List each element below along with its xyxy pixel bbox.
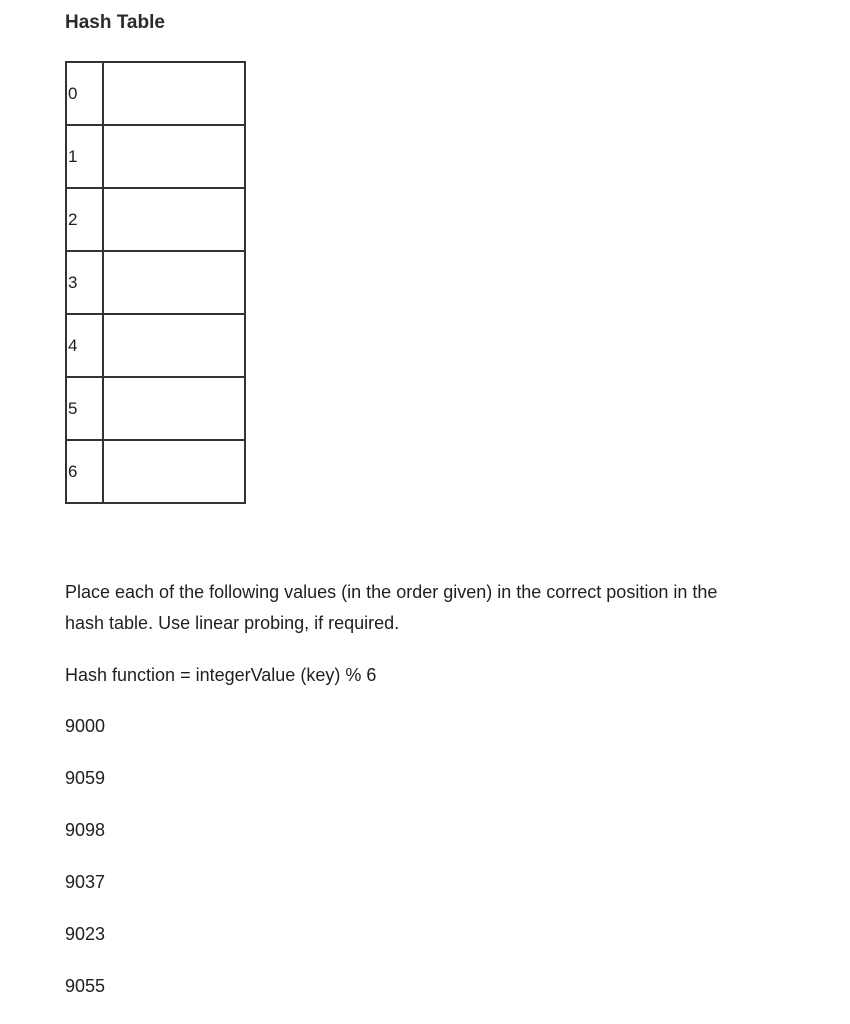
hash-table-row [66, 188, 245, 251]
slot-index: 1 [66, 125, 103, 188]
hash-table-row [66, 440, 245, 503]
instructions [65, 577, 717, 639]
value-item: 9023 [65, 924, 106, 944]
hash-table [65, 61, 246, 504]
instructions-line-1: Place each of the following values (in the order given) in the correct position in the [65, 582, 718, 602]
slot-index: 4 [66, 314, 103, 377]
hash-table-row [66, 377, 245, 440]
slot-value[interactable] [103, 125, 245, 188]
slot-value[interactable] [103, 62, 245, 125]
slot-value[interactable] [103, 377, 245, 440]
hash-table-row [66, 314, 245, 377]
value-item: 9055 [65, 976, 106, 996]
slot-index: 0 [66, 62, 103, 125]
slot-index: 5 [66, 377, 103, 440]
slot-index: 3 [66, 251, 103, 314]
value-item: 9037 [65, 872, 106, 892]
slot-value[interactable] [103, 251, 245, 314]
hash-function: Hash function = integerValue (key) % 6 [65, 665, 377, 685]
slot-value[interactable] [103, 188, 245, 251]
slot-value[interactable] [103, 440, 245, 503]
slot-index: 6 [66, 440, 103, 503]
hash-table-row [66, 62, 245, 125]
instructions-line-2: hash table. Use linear probing, if required. [65, 613, 400, 633]
slot-index: 2 [66, 188, 103, 251]
hash-table-row [66, 125, 245, 188]
slot-value[interactable] [103, 314, 245, 377]
value-item: 9000 [65, 716, 106, 736]
value-item: 9098 [65, 820, 106, 840]
hash-table-row [66, 251, 245, 314]
page-title: Hash Table [65, 12, 165, 33]
value-item: 9059 [65, 768, 106, 788]
